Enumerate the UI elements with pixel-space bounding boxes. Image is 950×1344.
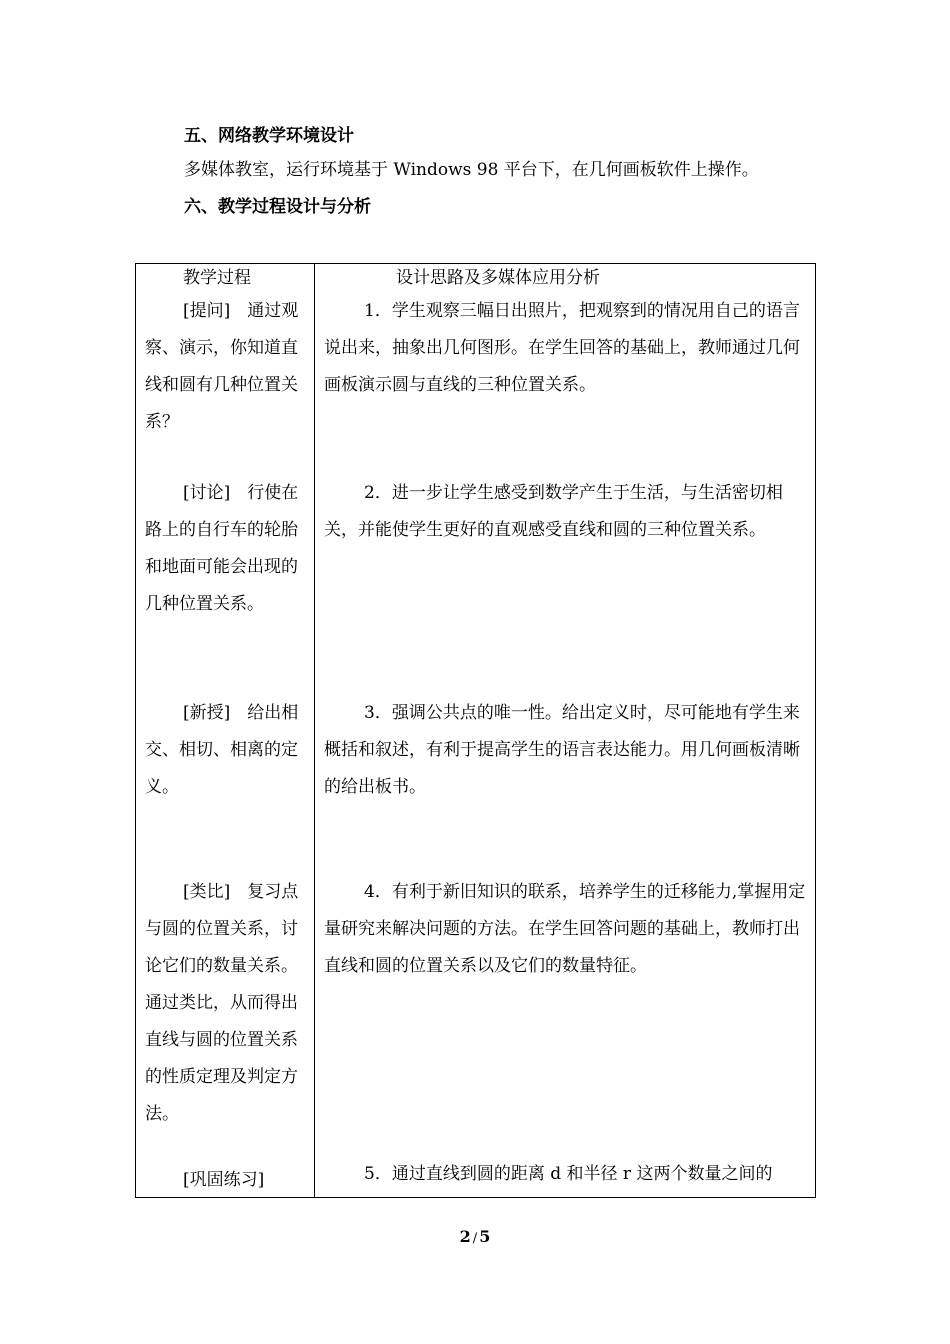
page-separator: / <box>472 1231 478 1246</box>
header-design-analysis: 设计思路及多媒体应用分析 <box>396 268 600 288</box>
row-3-process: [新授] 给出相交、相切、相离的定义。 <box>145 703 299 797</box>
row-3-analysis: 3．强调公共点的唯一性。给出定义时，尽可能地有学生来概括和叙述，有利于提高学生的语言表达能力。用几何画板清晰的给出板书。 <box>324 703 800 797</box>
row-2-analysis: 2．进一步让学生感受到数学产生于生活，与生活密切相关，并能使学生更好的直观感受直线和圆的三种位置关系。 <box>324 483 783 540</box>
header-teaching-process: 教学过程 <box>183 268 251 288</box>
total-pages: 5 <box>479 1227 491 1246</box>
row-1-analysis: 1．学生观察三幅日出照片，把观察到的情况用自己的语言说出来，抽象出几何图形。在学生回答的基础上，教师通过几何画板演示圆与直线的三种位置关系。 <box>324 301 800 395</box>
row-4-analysis: 4．有利于新旧知识的联系，培养学生的迁移能力,掌握用定量研究来解决问题的方法。在学生回答问题的基础上，教师打出直线和圆的位置关系以及它们的数量特征。 <box>324 882 806 976</box>
network-environment-text: 多媒体教室，运行环境基于 Windows 98 平台下，在几何画板软件上操作。 <box>184 160 759 180</box>
teaching-process-table <box>135 263 816 1198</box>
section-heading-process: 六、教学过程设计与分析 <box>184 197 371 217</box>
column-divider <box>314 264 315 1197</box>
row-5-analysis: 5．通过直线到圆的距离 d 和半径 r 这两个数量之间的 <box>364 1164 773 1184</box>
row-1-process: [提问] 通过观察、演示，你知道直线和圆有几种位置关系？ <box>145 301 299 432</box>
row-4-process: [类比] 复习点与圆的位置关系，讨论它们的数量关系。通过类比，从而得出直线与圆的位置关系的性质定理及判定方法。 <box>145 882 299 1124</box>
row-2-process: [讨论] 行使在路上的自行车的轮胎和地面可能会出现的几种位置关系。 <box>145 483 299 614</box>
current-page: 2 <box>459 1227 471 1246</box>
page-number <box>0 1226 950 1250</box>
row-5-process: [巩固练习] <box>183 1170 265 1190</box>
section-heading-network: 五、网络教学环境设计 <box>184 126 354 146</box>
